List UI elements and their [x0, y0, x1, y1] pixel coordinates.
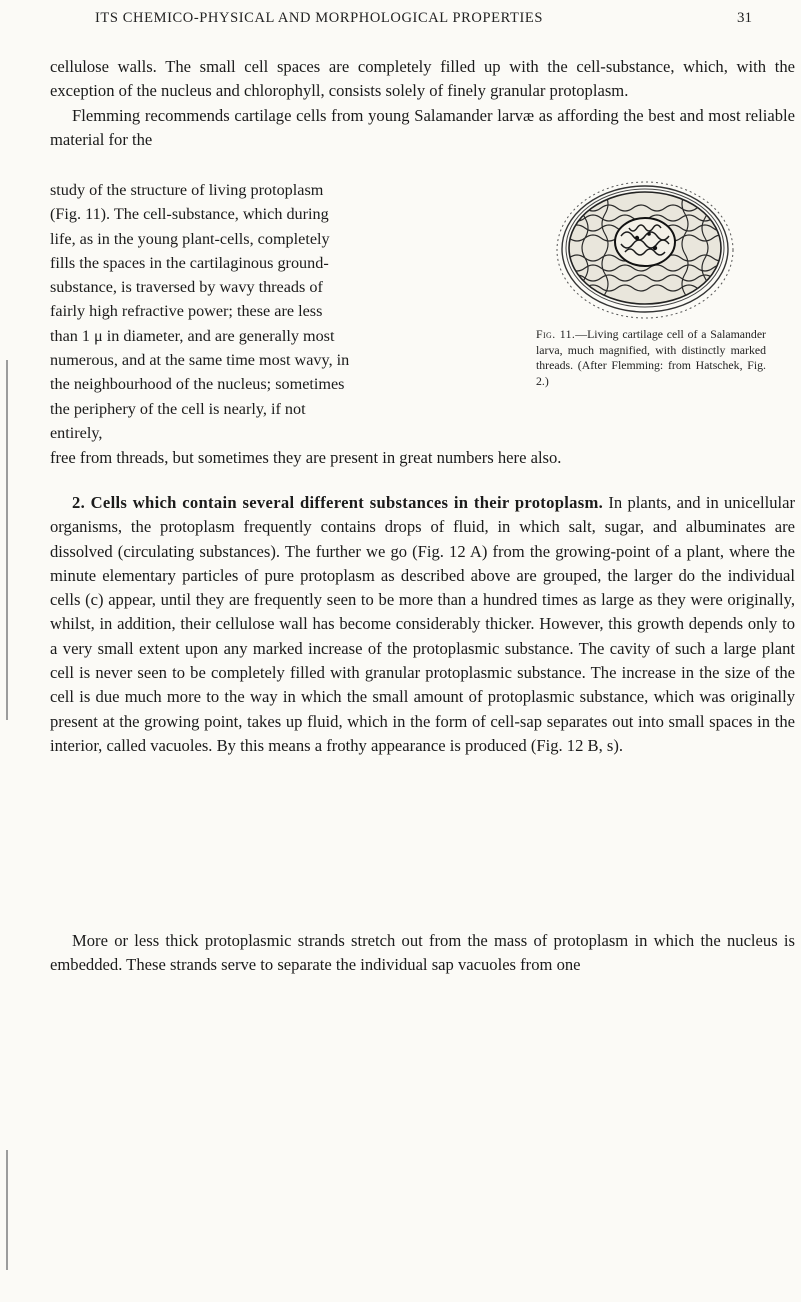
figure-caption — [536, 327, 766, 389]
cartilage-cell-illustration — [555, 178, 735, 320]
margin-rule-lower — [6, 1150, 8, 1270]
paragraph-3 — [50, 491, 795, 758]
page-header — [0, 10, 801, 40]
section-heading: 2. Cells which contain several different substances in their protoplasm. — [72, 493, 604, 512]
figure-label: Fig. 11. — [536, 327, 576, 341]
margin-rule — [6, 360, 8, 720]
paragraph-4-text: More or less thick protoplasmic strands stretch out from the mass of protoplasm in which the nucleus is embedded. These strands serve to separate the individual sap vacuoles from one — [50, 931, 795, 975]
paragraph-3-text: In plants, and in unicellular organisms, the protoplasm frequently contains drops of fluid, in which salt, sugar, and albuminates are dissolved (circulating substances). The further we go (Fig. 12 A) from the growing-point of a plant, where the minute elementary particles of pure protoplasm as described above are grouped, the larger do the individual cells (c) appear, until they are frequently seen to be more than a hundred times as large as they were originally, whilst, in addition, their cellulose wall has become considerably thicker. However, this growth depends only to a very small extent upon any marked increase of the protoplasmic substance. The cavity of such a large plant cell is never seen to be completely filled with granular protoplasmic substance. The increase in the size of the cell is due much more to the way in which the small amount of protoplasmic substance, which was originally present at the growing point, takes up fluid, which in the form of cell-sap separates out into small spaces in the interior, called vacuoles. By this means a frothy appearance is produced (Fig. 12 B, s). — [50, 493, 795, 755]
paragraph-2-top-text: Flemming recommends cartilage cells from young Salamander larvæ as affording the best and most reliable material for the — [50, 106, 795, 150]
running-head: ITS CHEMICO-PHYSICAL AND MORPHOLOGICAL PROPERTIES — [95, 10, 543, 26]
paragraph-2-end: free from threads, but sometimes they are present in great numbers here also. — [50, 448, 562, 467]
paragraph-4 — [50, 929, 795, 978]
paragraph-2-top — [50, 104, 795, 153]
paragraph-2-wrapped: study of the structure of living protoplasm (Fig. 11). The cell-substance, which during life, as in the young plant-cells, completely fills the spaces in the cartilaginous ground-substance, is traversed by wavy threads of fairly high refractive power; these are less than 1 μ in diameter, and are generally most numerous, and at the same time most wavy, in the neighbourhood of the nucleus; sometimes the periphery of the cell is nearly, if not entirely, — [50, 181, 350, 442]
figure-caption-text: —Living cartilage cell of a Salamander larva, much magnified, with distinctly marked threads. (After Flemming: from Hatschek, Fig. 2.) — [536, 327, 766, 388]
paragraph-1: cellulose walls. The small cell spaces are completely filled up with the cell-substance, which, with the exception of the nucleus and chlorophyll, consists solely of finely granular protoplasm. — [50, 57, 795, 101]
page-number: 31 — [737, 10, 752, 26]
cartilage-cell-icon — [555, 178, 735, 320]
